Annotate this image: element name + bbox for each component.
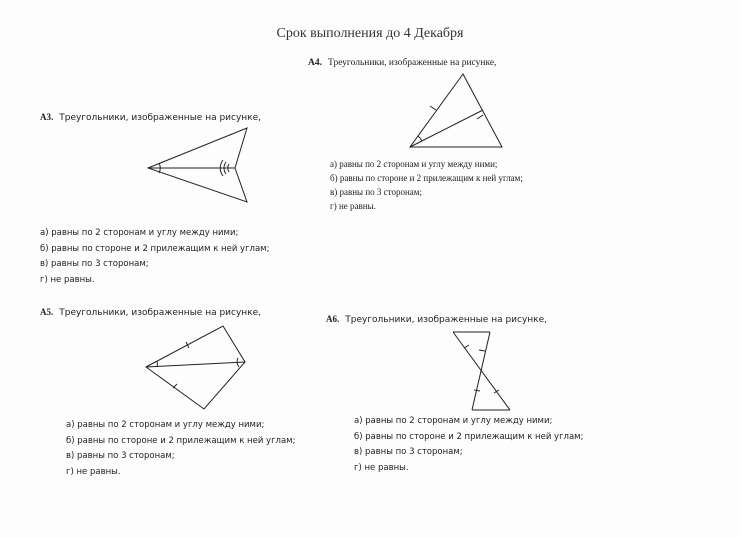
question-a4-number: А4.: [308, 58, 322, 68]
a6-option-c: в) равны по 3 сторонам;: [354, 447, 463, 457]
a3-option-b: б) равны по стороне и 2 прилежащим к ней углам;: [40, 243, 270, 254]
a4-option-b: б) равны по стороне и 2 прилежащим к ней углам;: [330, 173, 523, 183]
a3-option-c: в) равны по 3 сторонам;: [40, 259, 149, 269]
question-a4-prompt: Треугольники, изображенные на рисунке,: [328, 58, 497, 68]
a4-option-a: а) равны по 2 сторонам и углу между ними;: [330, 159, 498, 169]
a6-option-d: г) не равны.: [354, 462, 409, 473]
question-a4-figure: [405, 72, 505, 152]
question-a5-prompt: Треугольники, изображенные на рисунке,: [59, 308, 262, 318]
question-a6-header: [326, 314, 547, 325]
a5-quadrilateral: [146, 326, 245, 409]
a3-quadrilateral: [148, 128, 247, 202]
a4-segment: [410, 110, 483, 147]
a5-diagonal: [146, 362, 245, 367]
question-a3-figure: [145, 125, 250, 205]
a6-tick-upper-2: [479, 350, 485, 351]
a4-option-d: г) не равны.: [330, 201, 376, 211]
a4-tick-left: [430, 106, 436, 110]
question-a5-number: А5.: [40, 307, 54, 317]
question-a3-header: [40, 112, 261, 123]
a6-cross-line-2: [472, 332, 490, 410]
question-a3-number: А3.: [40, 112, 54, 122]
a6-tick-lower-2: [474, 390, 480, 391]
question-a6-options: [354, 414, 583, 476]
question-a5-options: [66, 418, 295, 480]
a5-option-b: б) равны по стороне и 2 прилежащим к ней углам;: [66, 435, 296, 446]
a4-angle-arc: [418, 136, 422, 141]
a6-tick-upper-1: [464, 345, 469, 348]
a5-option-a: а) равны по 2 сторонам и углу между ними;: [66, 420, 265, 430]
a3-option-d: г) не равны.: [40, 274, 95, 285]
question-a4-options: [330, 157, 523, 213]
question-a6-prompt: Треугольники, изображенные на рисунке,: [345, 315, 548, 325]
question-a6-figure: [450, 330, 515, 412]
question-a3-options: [40, 226, 269, 288]
page-title: Срок выполнения до 4 Декабря: [276, 26, 464, 41]
question-a5-figure: [143, 323, 248, 413]
a4-tick-right: [477, 115, 483, 119]
a3-option-a: а) равны по 2 сторонам и углу между ними;: [40, 228, 239, 238]
a4-option-c: в) равны по 3 сторонам;: [330, 187, 422, 197]
question-a5-header: [40, 307, 261, 318]
question-a3-prompt: Треугольники, изображенные на рисунке,: [59, 113, 262, 123]
a4-triangle: [410, 74, 502, 147]
a5-option-d: г) не равны.: [66, 466, 121, 477]
a6-option-a: а) равны по 2 сторонам и углу между ними;: [354, 416, 553, 426]
question-a6-number: А6.: [326, 314, 340, 324]
a6-option-b: б) равны по стороне и 2 прилежащим к ней углам;: [354, 431, 584, 442]
a6-tick-lower-1: [494, 390, 499, 393]
a5-option-c: в) равны по 3 сторонам;: [66, 451, 175, 461]
question-a4-header: [308, 58, 496, 68]
